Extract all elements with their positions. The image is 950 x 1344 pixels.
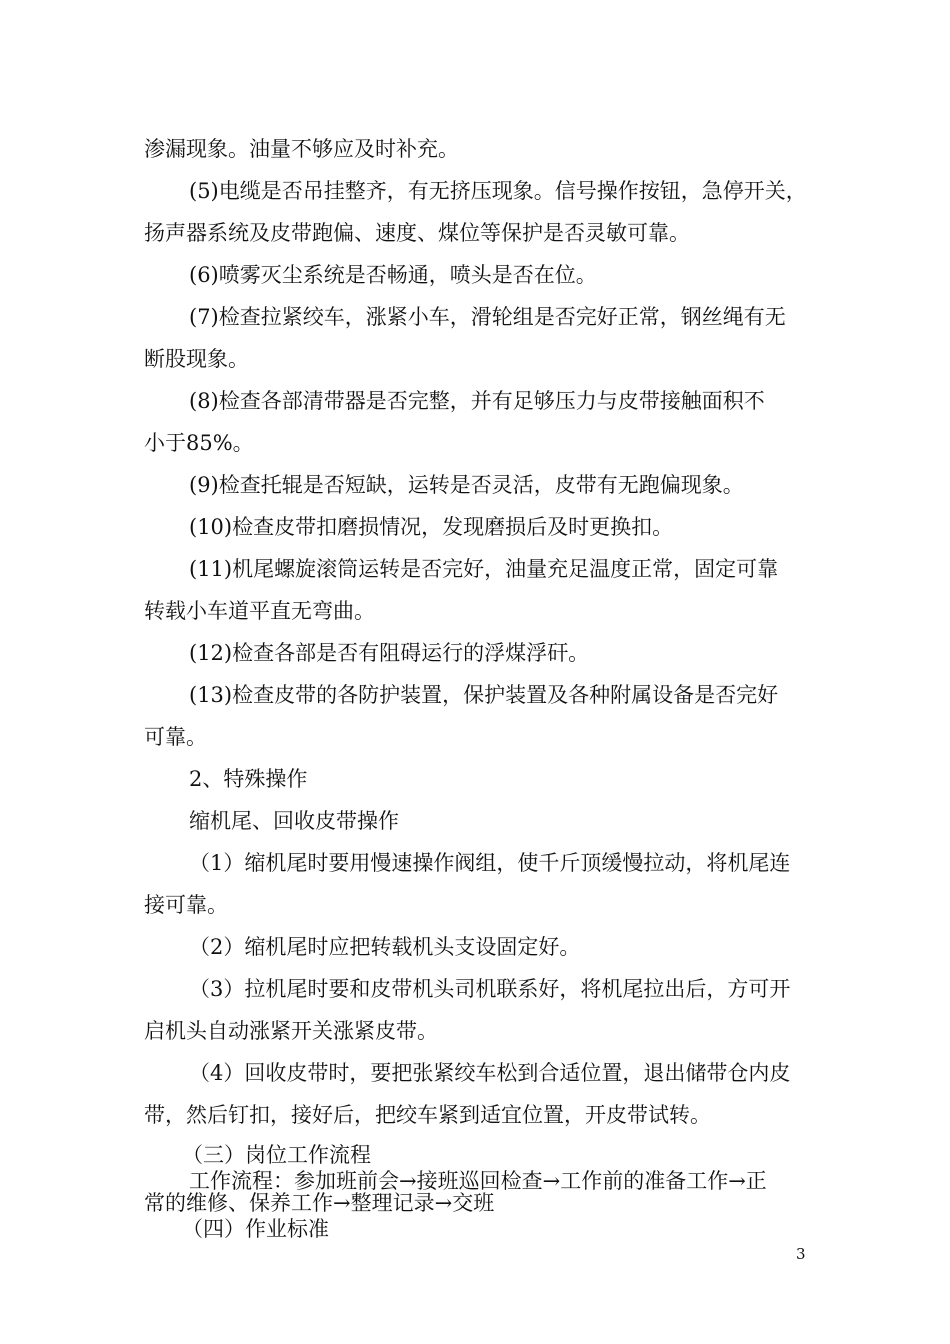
subsection-heading: 缩机尾、回收皮带操作 xyxy=(189,809,399,833)
text-line: 工作流程：参加班前会→接班巡回检查→工作前的准备工作→正 xyxy=(189,1169,767,1193)
text-line: 接可靠。 xyxy=(144,893,228,917)
text-line: (5)电缆是否吊挂整齐，有无挤压现象。信号操作按钮，急停开关， xyxy=(189,179,807,203)
text-line: 转载小车道平直无弯曲。 xyxy=(144,599,375,623)
text-line: (11)机尾螺旋滚筒运转是否完好，油量充足温度正常，固定可靠 xyxy=(189,557,779,581)
text-line: （2）缩机尾时应把转载机头支设固定好。 xyxy=(189,935,581,959)
text-line: 启机头自动涨紧开关涨紧皮带。 xyxy=(144,1019,438,1043)
section-heading: （三）岗位工作流程 xyxy=(182,1143,371,1167)
text-line: （4）回收皮带时，要把张紧绞车松到合适位置，退出储带仓内皮 xyxy=(189,1061,791,1085)
text-line: (7)检查拉紧绞车，涨紧小车，滑轮组是否完好正常，钢丝绳有无 xyxy=(189,305,786,329)
text-line: 扬声器系统及皮带跑偏、速度、煤位等保护是否灵敏可靠。 xyxy=(144,221,690,245)
text-line: 渗漏现象。油量不够应及时补充。 xyxy=(144,137,459,161)
text-line: (9)检查托辊是否短缺，运转是否灵活，皮带有无跑偏现象。 xyxy=(189,473,744,497)
text-line: 带，然后钉扣，接好后，把绞车紧到适宜位置，开皮带试转。 xyxy=(144,1103,711,1127)
text-line: (13)检查皮带的各防护装置，保护装置及各种附属设备是否完好 xyxy=(189,683,779,707)
text-line: (6)喷雾灭尘系统是否畅通，喷头是否在位。 xyxy=(189,263,597,287)
page-number: 3 xyxy=(796,1245,806,1263)
section-heading: 2、特殊操作 xyxy=(189,767,308,791)
text-line: 可靠。 xyxy=(144,725,207,749)
text-line: 断股现象。 xyxy=(144,347,249,371)
text-line: 常的维修、保养工作→整理记录→交班 xyxy=(144,1191,495,1215)
text-line: (12)检查各部是否有阻碍运行的浮煤浮矸。 xyxy=(189,641,590,665)
text-line: (10)检查皮带扣磨损情况，发现磨损后及时更换扣。 xyxy=(189,515,674,539)
text-line: （1）缩机尾时要用慢速操作阀组，使千斤顶缓慢拉动，将机尾连 xyxy=(189,851,791,875)
text-line: (8)检查各部清带器是否完整，并有足够压力与皮带接触面积不 xyxy=(189,389,765,413)
text-line: 小于85%。 xyxy=(144,431,254,455)
section-heading: （四）作业标准 xyxy=(182,1217,329,1241)
text-line: （3）拉机尾时要和皮带机头司机联系好，将机尾拉出后，方可开 xyxy=(189,977,791,1001)
